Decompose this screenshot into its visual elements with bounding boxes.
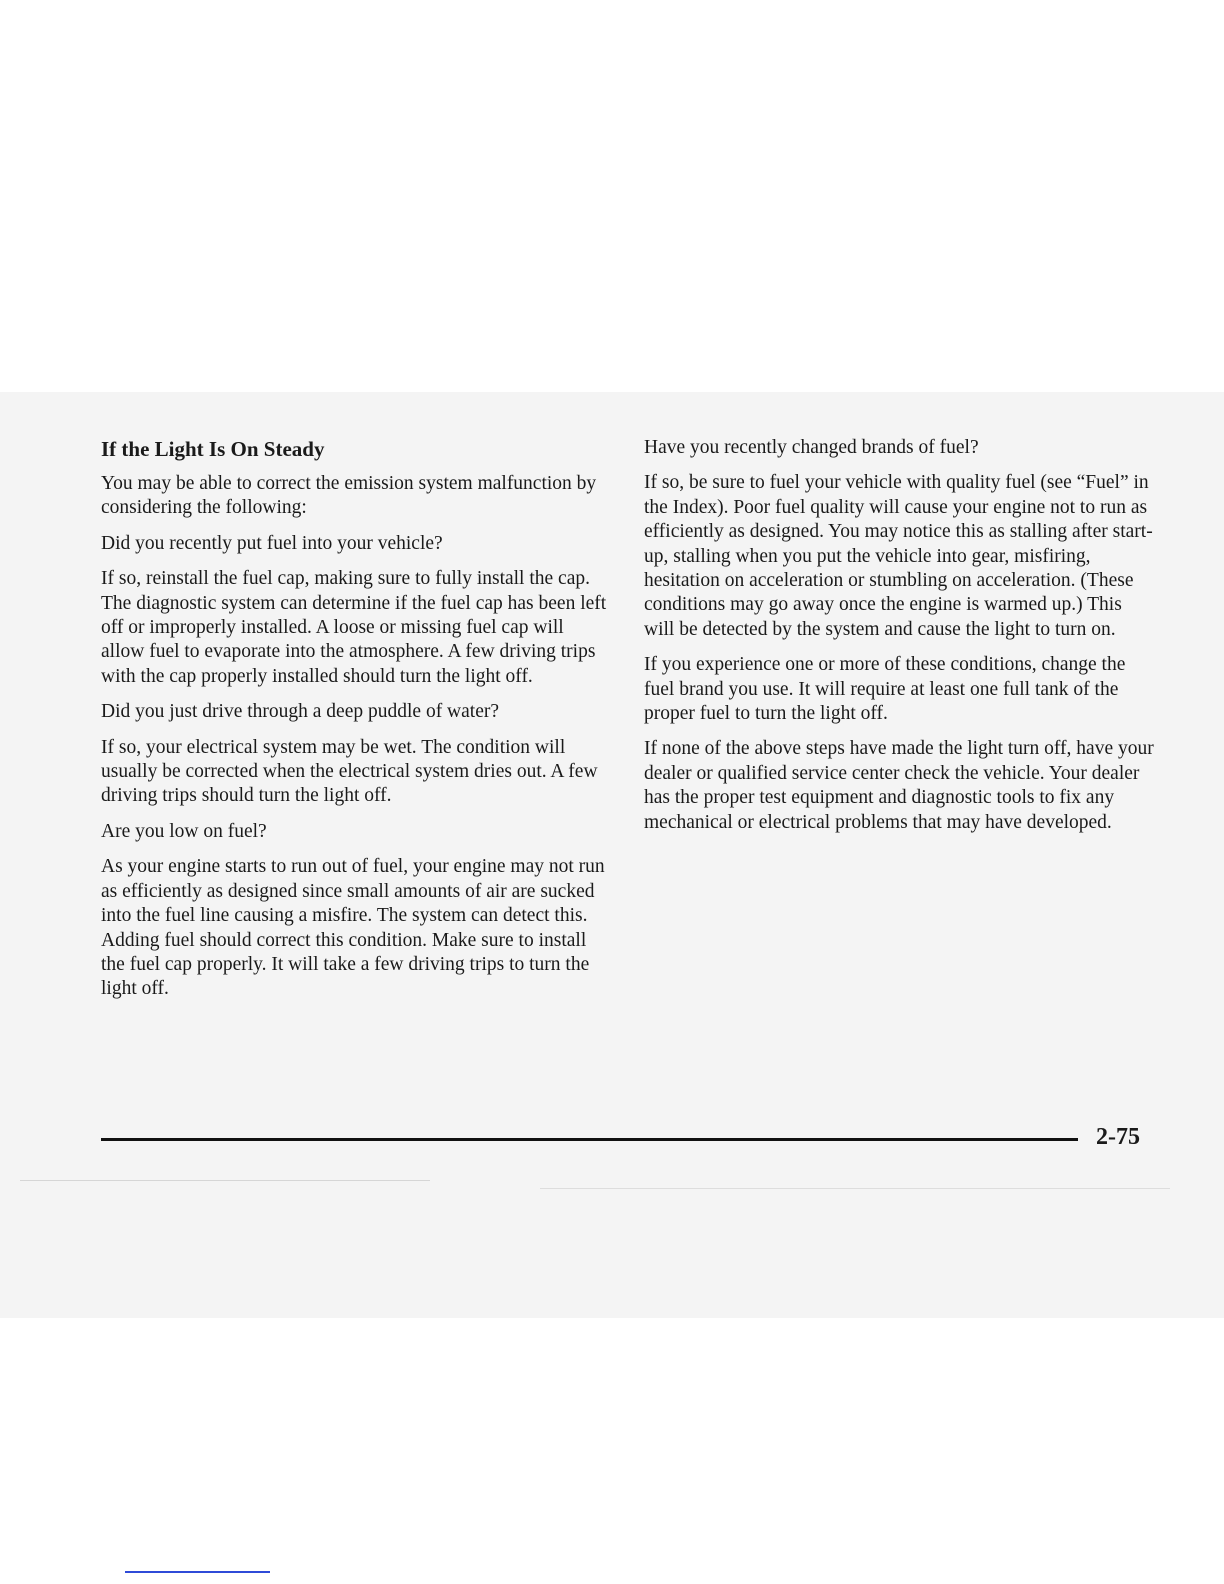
paragraph: If so, reinstall the fuel cap, making sure to fully install the cap. The diagnostic system can determine if the fuel cap has been left off or improperly installed. A loose or missing fuel cap will allow fuel to evaporate into the atmosphere. A few driving trips with the cap properly installed should turn the light off. [101,568,607,687]
paragraph: You may be able to correct the emission system malfunction by considering the following: [101,473,597,519]
scan-artifact-line [540,1188,1170,1189]
left-column [101,436,611,1013]
paragraph: If you experience one or more of these conditions, change the fuel brand you use. It will require at least one full tank of the proper fuel to turn the light off. [644,654,1126,725]
page-number: 2-75 [1096,1124,1140,1150]
paragraph: If so, be sure to fuel your vehicle with quality fuel (see “Fuel” in the Index). Poor fuel quality will cause your engine not to run as efficiently as designed. You may notice this as stalling after start-up, stalling when you put the vehicle into gear, misfiring, hesitation on acceleration or stumbling on acceleration. (These conditions may go away once the engine is warmed up.) This will be detected by the system and cause the light to turn on. [644,472,1153,640]
question-paragraph: Are you low on fuel? [101,820,267,842]
paragraph: If none of the above steps have made the light turn off, have your dealer or qualified service center check the vehicle. Your dealer has the proper test equipment and diagnostic tools to fix any mechanical or electrical problems that may have developed. [644,738,1154,833]
paragraph: As your engine starts to run out of fuel, your engine may not run as efficiently as designed since small amounts of air are sucked into the fuel line causing a misfire. The system can detect this. Adding fuel should correct this condition. Make sure to install the fuel cap properly. It will take a few driving trips to turn the light off. [101,856,605,1000]
question-paragraph: Did you just drive through a deep puddle of water? [101,701,500,723]
link-underline[interactable] [125,1571,270,1573]
question-paragraph: Did you recently put fuel into your vehicle? [101,532,443,554]
scan-artifact-line [20,1180,430,1181]
section-heading: If the Light Is On Steady [101,437,325,461]
question-paragraph: Have you recently changed brands of fuel? [644,437,979,458]
footer-rule [101,1138,1078,1141]
right-column [644,436,1154,846]
paragraph: If so, your electrical system may be wet. The condition will usually be corrected when the electrical system dries out. A few driving trips should turn the light off. [101,736,598,807]
